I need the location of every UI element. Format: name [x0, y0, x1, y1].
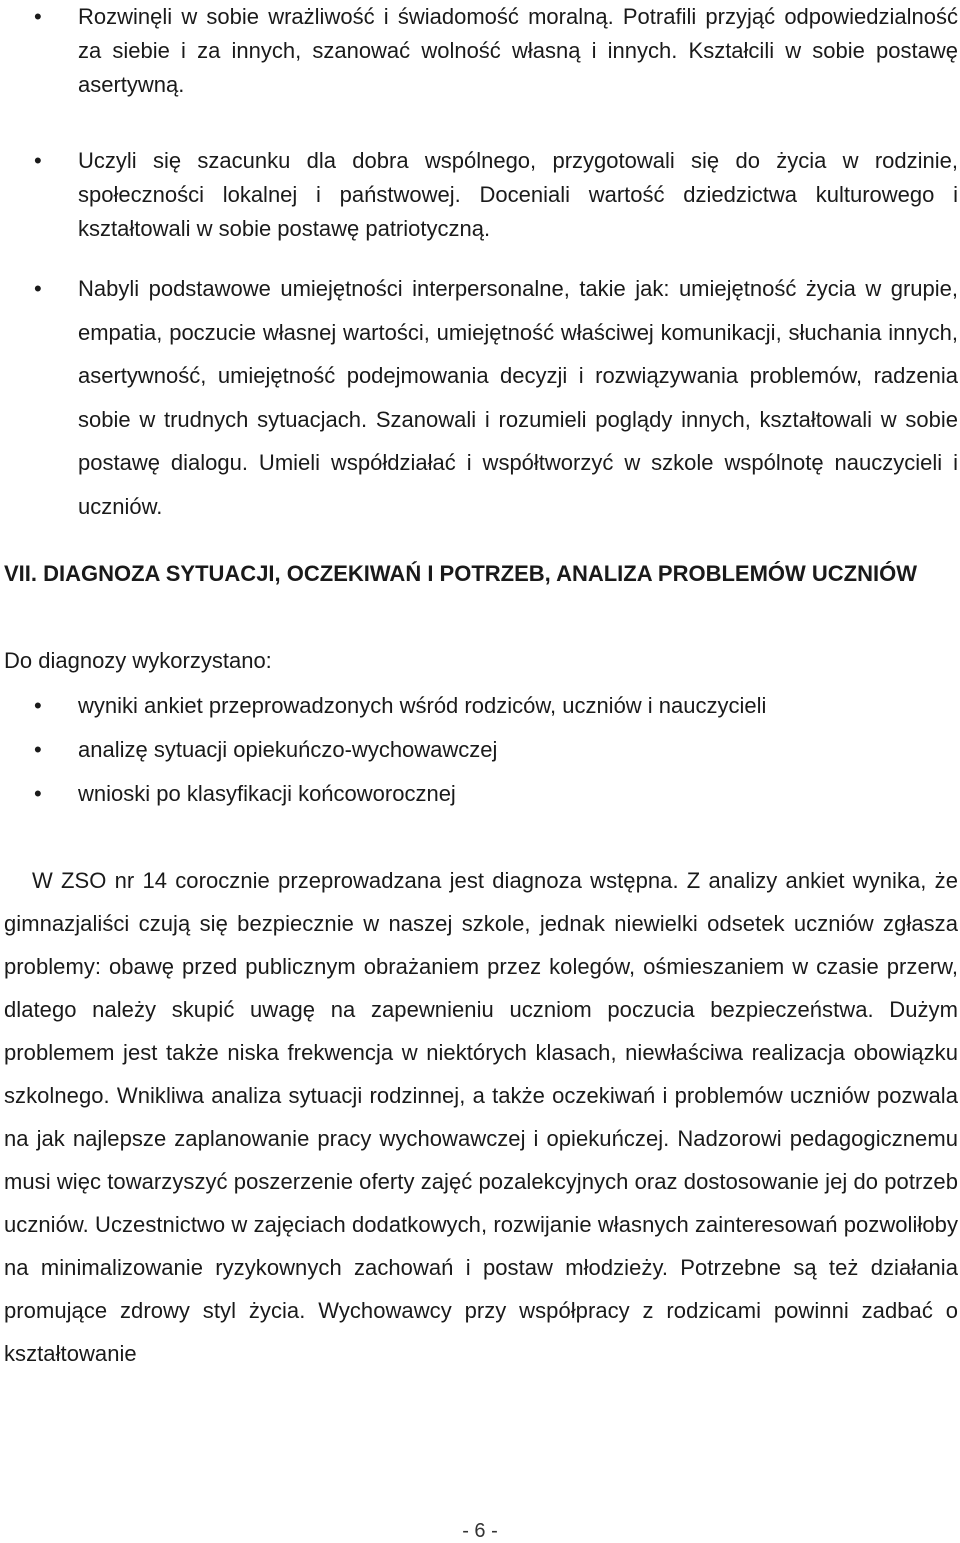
- page-number: - 6 -: [462, 1520, 498, 1542]
- bullet-icon: •: [34, 737, 42, 762]
- source-text: analizę sytuacji opiekuńczo-wychowawczej: [78, 737, 498, 762]
- outcome-item-civic: [0, 144, 960, 246]
- outcome-text: Rozwinęli w sobie wrażliwość i świadomość moralną. Potrafili przyjąć odpowiedzialność za siebie i za innych, szanować wolność własną i innych. Kształcili w sobie postawę asertywną.: [78, 4, 958, 97]
- diagnosis-paragraph: W ZSO nr 14 corocznie przeprowadzana jest diagnoza wstępna. Z analizy ankiet wynika, że gimnazjaliści czują się bezpiecznie w naszej szkole, jednak niewielki odsetek uczniów zgłasza problemy: obawę przed publicznym obrażaniem przez kolegów, ośmieszaniem w czasie przerw, dlatego należy skupić uwagę na zapewnieniu uczniom poczucia bezpieczeństwa. Dużym problemem jest także niska frekwencja w niektórych klasach, niewłaściwa realizacja obowiązku szkolnego. Wnikliwa analiza sytuacji rodzinnej, a także oczekiwań i problemów uczniów pozwala na jak najlepsze zaplanowanie pracy wychowawczej i opiekuńczej. Nadzorowi pedagogicznemu musi więc towarzyszyć poszerzenie oferty zajęć pozalekcyjnych oraz dostosowanie jej do potrzeb uczniów. Uczestnictwo w zajęciach dodatkowych, rozwijanie własnych zainteresowań pozwoliłoby na minimalizowanie ryzykownych zachowań i postaw młodzieży. Potrzebne są też działania promujące zdrowy styl życia. Wychowawcy przy współpracy z rodzicami powinni zadbać o kształtowanie: [4, 868, 958, 1366]
- source-item-classification: [0, 772, 960, 816]
- outcome-text: Nabyli podstawowe umiejętności interpersonalne, takie jak: umiejętność życia w grupie, empatia, poczucie własnej wartości, umiejętność właściwej komunikacji, słuchania innych, asertywność, umiejętność podejmowania decyzji i rozwiązywania problemów, radzenia sobie w trudnych sytuacjach. Szanowali i rozumieli poglądy innych, kształtowali w sobie postawę dialogu. Umieli współdziałać i współtworzyć w szkole wspólnotę nauczycieli i uczniów.: [78, 276, 958, 519]
- diagnosis-intro: Do diagnozy wykorzystano:: [4, 648, 272, 673]
- outcome-text: Uczyli się szacunku dla dobra wspólnego, przygotowali się do życia w rodzinie, społeczności lokalnej i państwowej. Doceniali wartość dziedzictwa kulturowego i kształtowali w sobie postawę patriotyczną.: [78, 148, 958, 241]
- bullet-icon: •: [34, 4, 42, 29]
- source-item-analysis: [0, 728, 960, 772]
- source-text: wyniki ankiet przeprowadzonych wśród rodziców, uczniów i nauczycieli: [78, 693, 767, 718]
- diagnosis-sources-list: [0, 684, 960, 816]
- outcome-item-moral: [0, 0, 960, 102]
- outcomes-bullet-list: [0, 0, 960, 528]
- section-heading: VII. DIAGNOZA SYTUACJI, OCZEKIWAŃ I POTRZEB, ANALIZA PROBLEMÓW UCZNIÓW: [4, 561, 917, 586]
- source-item-surveys: [0, 684, 960, 728]
- source-text: wnioski po klasyfikacji końcoworocznej: [78, 781, 456, 806]
- bullet-icon: •: [34, 276, 42, 301]
- bullet-icon: •: [34, 148, 42, 173]
- bullet-icon: •: [34, 781, 42, 806]
- bullet-icon: •: [34, 693, 42, 718]
- outcome-item-interpersonal: [0, 267, 960, 528]
